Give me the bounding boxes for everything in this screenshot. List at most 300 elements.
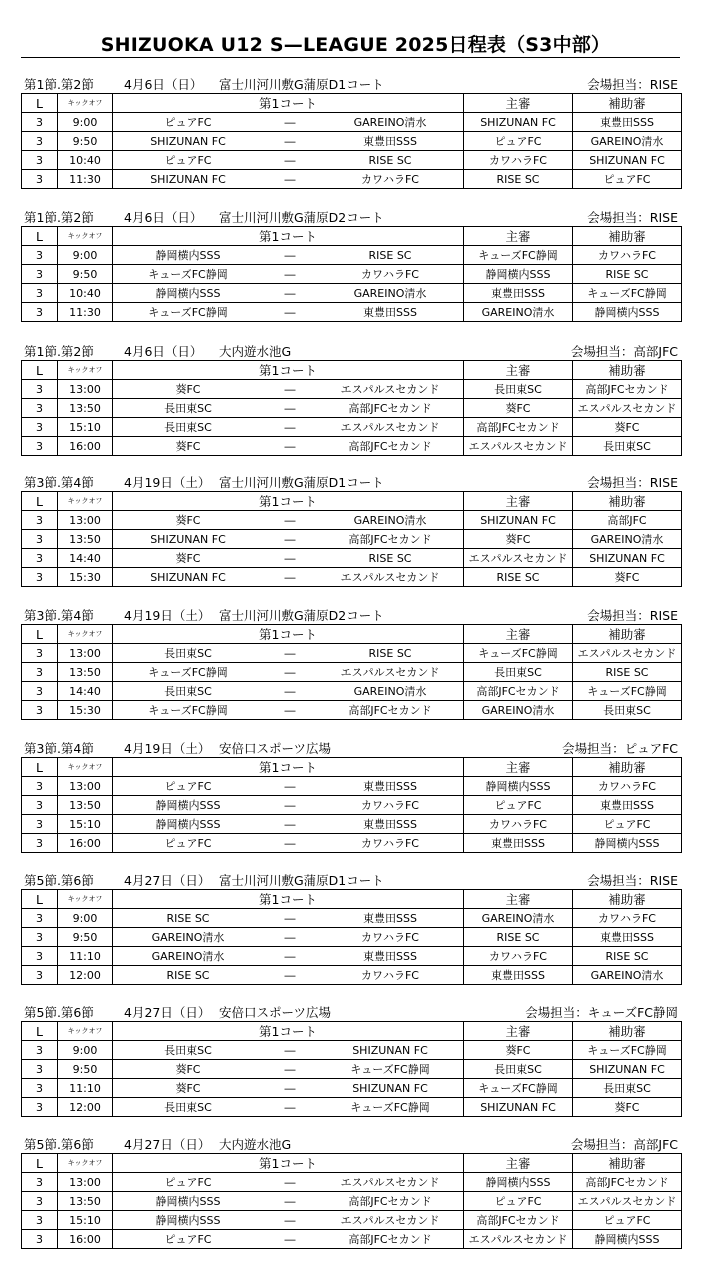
cell-l: 3 <box>22 663 58 682</box>
versus-dash: ― <box>284 172 296 186</box>
round-label: 第5節.第6節 <box>24 1005 94 1020</box>
header-kickoff: キックオフ <box>58 758 113 777</box>
cell-match <box>113 1211 464 1230</box>
table-row <box>22 947 682 966</box>
schedule-table <box>21 93 682 189</box>
cell-l: 3 <box>22 151 58 170</box>
home-team: SHIZUNAN FC <box>150 134 226 148</box>
home-team: 静岡横内SSS <box>155 1213 221 1227</box>
cell-l: 3 <box>22 399 58 418</box>
cell-l: 3 <box>22 796 58 815</box>
versus-dash: ― <box>284 305 296 319</box>
cell-assistant: カワハラFC <box>573 909 682 928</box>
cell-l: 3 <box>22 568 58 587</box>
away-team: 高部JFCセカンド <box>348 439 432 453</box>
versus-dash: ― <box>284 1100 296 1114</box>
match-pairing <box>113 702 463 719</box>
cell-l: 3 <box>22 1098 58 1117</box>
cell-l: 3 <box>22 1192 58 1211</box>
cell-kickoff-time: 9:50 <box>58 1060 113 1079</box>
cell-referee: カワハラFC <box>464 947 573 966</box>
cell-l: 3 <box>22 1060 58 1079</box>
header-referee: 主審 <box>464 492 573 511</box>
home-team: 長田東SC <box>164 1100 212 1114</box>
cell-l: 3 <box>22 815 58 834</box>
home-team: キューズFC静岡 <box>148 267 228 281</box>
venue-host: 会場担当：RISE <box>587 77 678 92</box>
table-header-row <box>22 227 682 246</box>
cell-l: 3 <box>22 1041 58 1060</box>
round-label: 第1節.第2節 <box>24 77 94 92</box>
match-pairing <box>113 1099 463 1116</box>
cell-assistant: 高部JFC <box>573 511 682 530</box>
venue-host: 会場担当：RISE <box>587 608 678 623</box>
versus-dash: ― <box>284 439 296 453</box>
cell-kickoff-time: 11:10 <box>58 947 113 966</box>
schedule-table <box>21 360 682 456</box>
cell-referee: GAREINO清水 <box>464 909 573 928</box>
cell-l: 3 <box>22 928 58 947</box>
cell-match <box>113 682 464 701</box>
header-kickoff: キックオフ <box>58 227 113 246</box>
header-l: L <box>22 227 58 246</box>
home-team: 葵FC <box>175 551 201 565</box>
header-referee: 主審 <box>464 625 573 644</box>
away-team: SHIZUNAN FC <box>352 1081 428 1095</box>
cell-kickoff-time: 10:40 <box>58 284 113 303</box>
home-team: 静岡横内SSS <box>155 817 221 831</box>
page-title: SHIZUOKA U12 S—LEAGUE 2025日程表（S3中部） <box>100 34 611 56</box>
cell-match <box>113 437 464 456</box>
match-date: 4月6日（日） <box>124 344 203 359</box>
venue-name: 大内遊水池G <box>219 1137 292 1152</box>
table-row <box>22 966 682 985</box>
match-date: 4月27日（日） <box>124 1137 211 1152</box>
home-team: RISE SC <box>166 911 210 925</box>
cell-l: 3 <box>22 701 58 720</box>
match-pairing <box>113 285 463 302</box>
cell-kickoff-time: 15:30 <box>58 701 113 720</box>
versus-dash: ― <box>284 817 296 831</box>
match-pairing <box>113 929 463 946</box>
table-row <box>22 1230 682 1249</box>
table-row <box>22 644 682 663</box>
cell-match <box>113 284 464 303</box>
cell-referee: GAREINO清水 <box>464 303 573 322</box>
cell-match <box>113 265 464 284</box>
match-pairing <box>113 550 463 567</box>
cell-assistant: RISE SC <box>573 265 682 284</box>
section-header <box>21 76 680 93</box>
match-pairing <box>113 569 463 586</box>
away-team: キューズFC静岡 <box>350 1062 430 1076</box>
home-team: ピュアFC <box>164 779 212 793</box>
match-pairing <box>113 816 463 833</box>
away-team: 東豊田SSS <box>363 779 417 793</box>
cell-l: 3 <box>22 132 58 151</box>
round-label: 第3節.第4節 <box>24 741 94 756</box>
away-team: カワハラFC <box>360 172 419 186</box>
header-court: 第1コート <box>113 1154 464 1173</box>
cell-assistant: カワハラFC <box>573 246 682 265</box>
cell-match <box>113 246 464 265</box>
away-team: エスパルスセカンド <box>340 570 440 584</box>
table-row <box>22 132 682 151</box>
cell-referee: エスパルスセカンド <box>464 549 573 568</box>
table-row <box>22 530 682 549</box>
away-team: RISE SC <box>368 646 412 660</box>
versus-dash: ― <box>284 1043 296 1057</box>
venue-name: 富士川河川敷G蒲原D1コート <box>219 873 384 888</box>
cell-kickoff-time: 13:00 <box>58 1173 113 1192</box>
table-header-row <box>22 361 682 380</box>
cell-match <box>113 549 464 568</box>
header-assistant: 補助審 <box>573 94 682 113</box>
versus-dash: ― <box>284 153 296 167</box>
cell-assistant: キューズFC静岡 <box>573 1041 682 1060</box>
cell-assistant: SHIZUNAN FC <box>573 549 682 568</box>
away-team: エスパルスセカンド <box>340 1175 440 1189</box>
match-pairing <box>113 1193 463 1210</box>
header-court: 第1コート <box>113 492 464 511</box>
header-assistant: 補助審 <box>573 492 682 511</box>
match-pairing <box>113 948 463 965</box>
away-team: カワハラFC <box>360 930 419 944</box>
cell-kickoff-time: 9:50 <box>58 928 113 947</box>
header-referee: 主審 <box>464 890 573 909</box>
venue-host: 会場担当：高部JFC <box>570 344 678 359</box>
cell-referee: RISE SC <box>464 928 573 947</box>
match-pairing <box>113 152 463 169</box>
table-header-row <box>22 492 682 511</box>
table-row <box>22 1079 682 1098</box>
header-l: L <box>22 94 58 113</box>
cell-kickoff-time: 11:10 <box>58 1079 113 1098</box>
table-row <box>22 815 682 834</box>
cell-match <box>113 1192 464 1211</box>
away-team: SHIZUNAN FC <box>352 1043 428 1057</box>
header-referee: 主審 <box>464 1022 573 1041</box>
cell-referee: 長田東SC <box>464 1060 573 1079</box>
versus-dash: ― <box>284 949 296 963</box>
home-team: 長田東SC <box>164 646 212 660</box>
venue-name: 富士川河川敷G蒲原D1コート <box>219 77 384 92</box>
table-row <box>22 1098 682 1117</box>
cell-assistant: 静岡横内SSS <box>573 834 682 853</box>
cell-kickoff-time: 9:00 <box>58 246 113 265</box>
versus-dash: ― <box>284 930 296 944</box>
versus-dash: ― <box>284 115 296 129</box>
header-assistant: 補助審 <box>573 227 682 246</box>
venue-host: 会場担当：RISE <box>587 873 678 888</box>
cell-assistant: GAREINO清水 <box>573 966 682 985</box>
table-header-row <box>22 1022 682 1041</box>
versus-dash: ― <box>284 267 296 281</box>
home-team: ピュアFC <box>164 1175 212 1189</box>
home-team: ピュアFC <box>164 115 212 129</box>
schedule-section <box>21 1136 680 1249</box>
header-l: L <box>22 361 58 380</box>
cell-assistant: RISE SC <box>573 663 682 682</box>
cell-kickoff-time: 9:00 <box>58 909 113 928</box>
cell-l: 3 <box>22 530 58 549</box>
versus-dash: ― <box>284 646 296 660</box>
cell-l: 3 <box>22 777 58 796</box>
venue-name: 安倍口スポーツ広場 <box>219 741 332 756</box>
table-row <box>22 663 682 682</box>
section-header <box>21 343 680 360</box>
match-pairing <box>113 1061 463 1078</box>
table-row <box>22 928 682 947</box>
home-team: 葵FC <box>175 439 201 453</box>
versus-dash: ― <box>284 836 296 850</box>
cell-l: 3 <box>22 113 58 132</box>
match-pairing <box>113 512 463 529</box>
home-team: ピュアFC <box>164 836 212 850</box>
cell-assistant: 東豊田SSS <box>573 113 682 132</box>
header-kickoff: キックオフ <box>58 94 113 113</box>
cell-referee: ピュアFC <box>464 132 573 151</box>
cell-kickoff-time: 13:50 <box>58 1192 113 1211</box>
header-referee: 主審 <box>464 758 573 777</box>
match-pairing <box>113 645 463 662</box>
cell-match <box>113 380 464 399</box>
cell-referee: ピュアFC <box>464 1192 573 1211</box>
cell-kickoff-time: 16:00 <box>58 834 113 853</box>
versus-dash: ― <box>284 420 296 434</box>
versus-dash: ― <box>284 134 296 148</box>
schedule-section <box>21 740 680 853</box>
home-team: 葵FC <box>175 1081 201 1095</box>
table-row <box>22 549 682 568</box>
header-court: 第1コート <box>113 94 464 113</box>
cell-l: 3 <box>22 380 58 399</box>
cell-match <box>113 1041 464 1060</box>
header-kickoff: キックオフ <box>58 625 113 644</box>
away-team: GAREINO清水 <box>353 115 427 129</box>
table-row <box>22 796 682 815</box>
header-l: L <box>22 492 58 511</box>
cell-kickoff-time: 13:00 <box>58 777 113 796</box>
away-team: GAREINO清水 <box>353 286 427 300</box>
cell-l: 3 <box>22 418 58 437</box>
cell-match <box>113 947 464 966</box>
table-row <box>22 418 682 437</box>
cell-l: 3 <box>22 1079 58 1098</box>
cell-match <box>113 113 464 132</box>
versus-dash: ― <box>284 1175 296 1189</box>
match-pairing <box>113 1174 463 1191</box>
header-assistant: 補助審 <box>573 758 682 777</box>
cell-referee: 静岡横内SSS <box>464 265 573 284</box>
cell-l: 3 <box>22 909 58 928</box>
match-pairing <box>113 171 463 188</box>
cell-kickoff-time: 12:00 <box>58 1098 113 1117</box>
versus-dash: ― <box>284 779 296 793</box>
cell-match <box>113 170 464 189</box>
header-l: L <box>22 758 58 777</box>
cell-referee: エスパルスセカンド <box>464 1230 573 1249</box>
cell-match <box>113 1173 464 1192</box>
versus-dash: ― <box>284 911 296 925</box>
table-row <box>22 511 682 530</box>
match-date: 4月6日（日） <box>124 77 203 92</box>
cell-assistant: エスパルスセカンド <box>573 644 682 663</box>
header-kickoff: キックオフ <box>58 890 113 909</box>
match-pairing <box>113 910 463 927</box>
cell-kickoff-time: 14:40 <box>58 549 113 568</box>
versus-dash: ― <box>284 570 296 584</box>
table-row <box>22 284 682 303</box>
home-team: 長田東SC <box>164 401 212 415</box>
venue-name: 安倍口スポーツ広場 <box>219 1005 332 1020</box>
cell-kickoff-time: 13:00 <box>58 380 113 399</box>
schedule-table <box>21 1021 682 1117</box>
match-pairing <box>113 114 463 131</box>
match-pairing <box>113 835 463 852</box>
header-court: 第1コート <box>113 1022 464 1041</box>
table-row <box>22 437 682 456</box>
cell-match <box>113 834 464 853</box>
header-court: 第1コート <box>113 227 464 246</box>
versus-dash: ― <box>284 684 296 698</box>
away-team: 東豊田SSS <box>363 911 417 925</box>
home-team: キューズFC静岡 <box>148 703 228 717</box>
cell-kickoff-time: 12:00 <box>58 966 113 985</box>
match-pairing <box>113 1212 463 1229</box>
cell-kickoff-time: 15:30 <box>58 568 113 587</box>
table-row <box>22 909 682 928</box>
schedule-table <box>21 757 682 853</box>
cell-l: 3 <box>22 246 58 265</box>
schedule-section <box>21 474 680 587</box>
cell-l: 3 <box>22 170 58 189</box>
cell-assistant: 東豊田SSS <box>573 796 682 815</box>
cell-kickoff-time: 15:10 <box>58 815 113 834</box>
cell-kickoff-time: 11:30 <box>58 170 113 189</box>
schedule-table <box>21 624 682 720</box>
away-team: カワハラFC <box>360 267 419 281</box>
home-team: GAREINO清水 <box>151 949 225 963</box>
cell-kickoff-time: 14:40 <box>58 682 113 701</box>
cell-referee: 高部JFCセカンド <box>464 682 573 701</box>
header-kickoff: キックオフ <box>58 361 113 380</box>
header-l: L <box>22 1154 58 1173</box>
table-row <box>22 399 682 418</box>
away-team: 東豊田SSS <box>363 305 417 319</box>
home-team: 葵FC <box>175 1062 201 1076</box>
match-date: 4月27日（日） <box>124 1005 211 1020</box>
schedule-section <box>21 209 680 322</box>
away-team: 東豊田SSS <box>363 134 417 148</box>
header-kickoff: キックオフ <box>58 1022 113 1041</box>
header-assistant: 補助審 <box>573 890 682 909</box>
cell-match <box>113 1060 464 1079</box>
schedule-table <box>21 1153 682 1249</box>
table-row <box>22 151 682 170</box>
cell-kickoff-time: 13:50 <box>58 530 113 549</box>
away-team: RISE SC <box>368 551 412 565</box>
cell-kickoff-time: 11:30 <box>58 303 113 322</box>
versus-dash: ― <box>284 286 296 300</box>
away-team: 高部JFCセカンド <box>348 532 432 546</box>
cell-kickoff-time: 13:50 <box>58 796 113 815</box>
table-row <box>22 777 682 796</box>
match-pairing <box>113 778 463 795</box>
cell-referee: 長田東SC <box>464 663 573 682</box>
table-row <box>22 1060 682 1079</box>
cell-match <box>113 1079 464 1098</box>
schedule-table <box>21 226 682 322</box>
section-header <box>21 607 680 624</box>
away-team: エスパルスセカンド <box>340 382 440 396</box>
cell-referee: キューズFC静岡 <box>464 644 573 663</box>
cell-match <box>113 966 464 985</box>
cell-assistant: 長田東SC <box>573 1079 682 1098</box>
cell-match <box>113 815 464 834</box>
home-team: 静岡横内SSS <box>155 248 221 262</box>
match-date: 4月19日（土） <box>124 741 211 756</box>
match-pairing <box>113 664 463 681</box>
away-team: エスパルスセカンド <box>340 420 440 434</box>
match-pairing <box>113 304 463 321</box>
versus-dash: ― <box>284 382 296 396</box>
away-team: 高部JFCセカンド <box>348 1232 432 1246</box>
cell-assistant: 長田東SC <box>573 437 682 456</box>
table-row <box>22 170 682 189</box>
schedule-section <box>21 607 680 720</box>
cell-referee: 葵FC <box>464 399 573 418</box>
cell-referee: 高部JFCセカンド <box>464 1211 573 1230</box>
round-label: 第5節.第6節 <box>24 1137 94 1152</box>
schedule-table <box>21 491 682 587</box>
cell-referee: 東豊田SSS <box>464 966 573 985</box>
header-l: L <box>22 625 58 644</box>
section-header <box>21 209 680 226</box>
cell-assistant: 葵FC <box>573 1098 682 1117</box>
cell-match <box>113 701 464 720</box>
venue-host: 会場担当：ピュアFC <box>562 741 678 756</box>
home-team: RISE SC <box>166 968 210 982</box>
cell-assistant: 高部JFCセカンド <box>573 380 682 399</box>
cell-assistant: 高部JFCセカンド <box>573 1173 682 1192</box>
cell-l: 3 <box>22 437 58 456</box>
cell-assistant: キューズFC静岡 <box>573 682 682 701</box>
cell-assistant: 長田東SC <box>573 701 682 720</box>
versus-dash: ― <box>284 248 296 262</box>
cell-match <box>113 644 464 663</box>
cell-match <box>113 303 464 322</box>
versus-dash: ― <box>284 1213 296 1227</box>
table-row <box>22 1211 682 1230</box>
round-label: 第3節.第4節 <box>24 608 94 623</box>
cell-kickoff-time: 10:40 <box>58 151 113 170</box>
table-row <box>22 1192 682 1211</box>
cell-referee: カワハラFC <box>464 151 573 170</box>
cell-l: 3 <box>22 966 58 985</box>
cell-l: 3 <box>22 303 58 322</box>
header-l: L <box>22 890 58 909</box>
cell-kickoff-time: 9:00 <box>58 1041 113 1060</box>
table-row <box>22 568 682 587</box>
cell-assistant: 葵FC <box>573 568 682 587</box>
match-pairing <box>113 381 463 398</box>
schedule-table <box>21 889 682 985</box>
match-pairing <box>113 133 463 150</box>
match-pairing <box>113 967 463 984</box>
cell-referee: キューズFC静岡 <box>464 246 573 265</box>
header-referee: 主審 <box>464 1154 573 1173</box>
